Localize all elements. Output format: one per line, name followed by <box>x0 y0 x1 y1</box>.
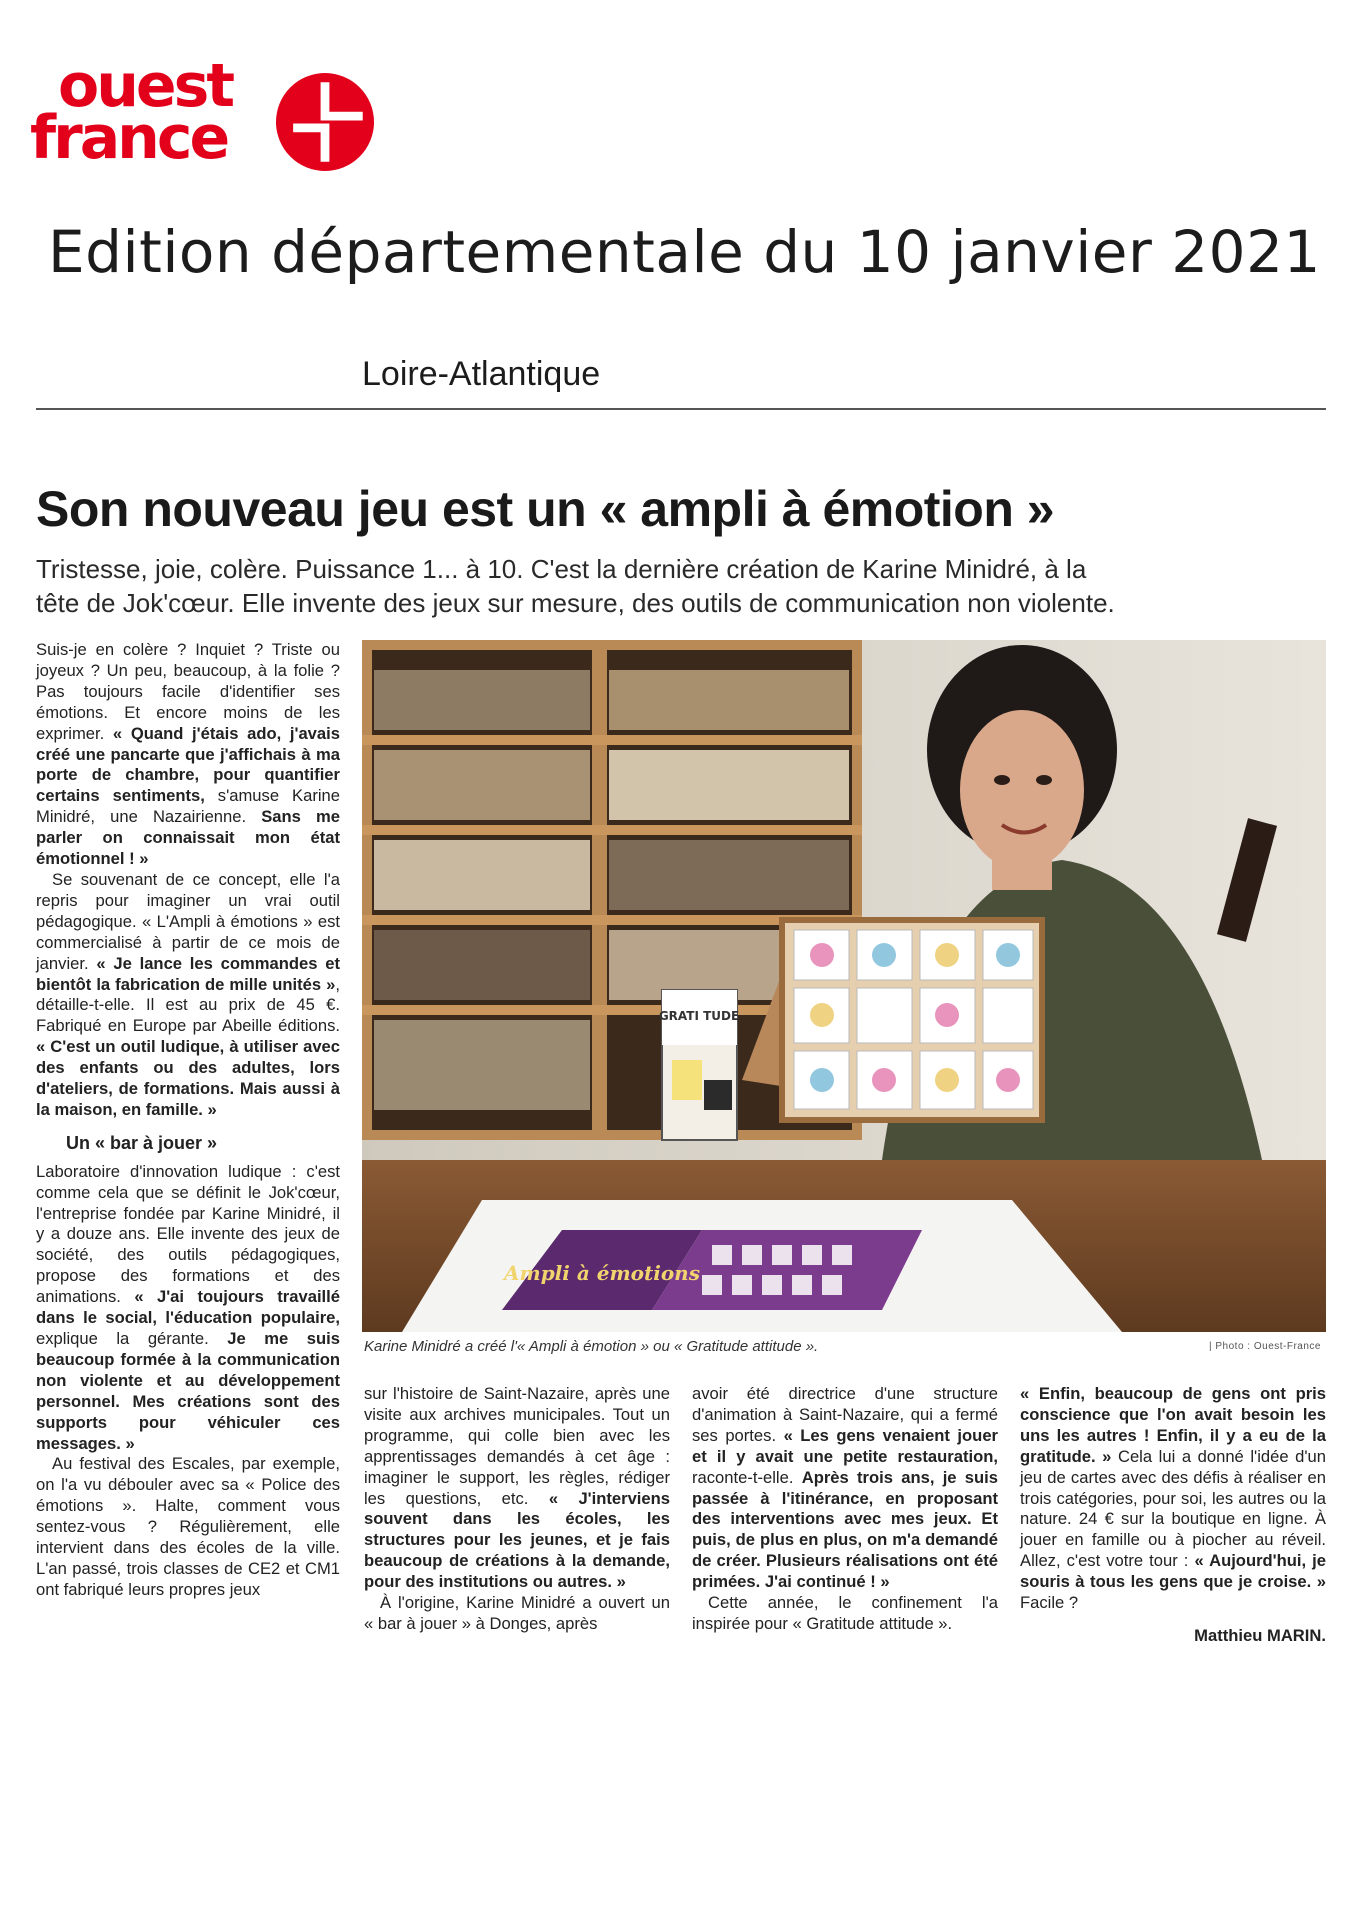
paragraph: Suis-je en colère ? Inquiet ? Triste ou joyeux ? Un peu, beaucoup, à la folie ? Pas toujours facile d'identifier ses émotions. Et encore moins de les exprimer. « Quand j'étais ado, j'avais créé une pancarte que j'affichais à ma porte de chambre, pour quantifier certains sentiments, s'amuse Karine Minidré, une Nazairienne. Sans me parler on connaissait mon état émotionnel ! » <box>36 640 340 869</box>
photo-caption: Karine Minidré a créé l'« Ampli à émotion » ou « Gratitude attitude ». <box>364 1338 819 1355</box>
logo-line-france: france <box>30 103 228 173</box>
gratitude-box-label: GRATI TUDE <box>658 1009 740 1023</box>
paragraph: Laboratoire d'innovation ludique : c'est comme cela que se définit le Jok'cœur, l'entreprise fondée par Karine Minidré, il y a douze ans. Elle invente des jeux de société, des outils pédagogiques, propose des formations et des animations. « J'ai toujours travaillé dans le social, l'éducation populaire, explique la gérante. Je me suis beaucoup formée à la communication non violente et au développement personnel. Mes créations sont des supports pour véhiculer ces messages. » <box>36 1161 341 1453</box>
box-title: Ampli à émotions <box>504 1261 700 1285</box>
photo-illustration <box>362 640 1326 1332</box>
ouest-france-logo <box>30 51 390 180</box>
paragraph: sur l'histoire de Saint-Nazaire, après une visite aux archives municipales. Tout un programme, qui colle bien avec les apprentissages demandés à cet âge : imaginer le support, les règles, rédiger les questions, etc. « J'interviens souvent dans les écoles, les structures pour les jeunes, et je fais beaucoup de créations à la demande, pour des institutions ou autres. » <box>364 1384 671 1592</box>
article-column-4 <box>1020 1384 1326 1647</box>
article-photo <box>362 640 1326 1332</box>
photo-credit: | Photo : Ouest-France <box>1209 1341 1321 1352</box>
card-display-tray <box>742 920 1042 1120</box>
paragraph: avoir été directrice d'une structure d'animation à Saint-Nazaire, qui a fermé ses portes. « Les gens venaient jouer et il y avait une petite restauration, raconte-t-elle. Après trois ans, je suis passée à l'itinérance, en proposant des interventions avec mes jeux. Et puis, de plus en plus, on m'a demandé de créer. Plusieurs réalisations ont été primées. J'ai continué ! » <box>692 1384 998 1592</box>
paragraph: À l'origine, Karine Minidré a ouvert un « bar à jouer » à Donges, après <box>364 1593 670 1633</box>
article-column-3 <box>692 1384 998 1635</box>
article-headline: Son nouveau jeu est un « ampli à émotion » <box>36 481 1055 537</box>
section-divider <box>36 408 1326 410</box>
paragraph: Cette année, le confinement l'a inspirée pour « Gratitude attitude ». <box>692 1593 998 1633</box>
article-column-2 <box>364 1384 670 1635</box>
logo-wordmark <box>30 51 233 173</box>
paragraph: « Enfin, beaucoup de gens ont pris conscience que l'on avait besoin les uns les autres ! Enfin, il y a eu de la gratitude. » Cela lui a donné l'idée d'un jeu de cartes avec des défis à réaliser en trois catégories, pour soi, les autres ou la nature. 24 € sur la boutique en ligne. À jouer en famille ou à piocher au réveil. Allez, c'est votre tour : « Aujourd'hui, je souris à tous les gens que je croise. » Facile ? <box>1020 1384 1326 1613</box>
paragraph: Se souvenant de ce concept, elle l'a repris pour imaginer un vrai outil pédagogique. « L'Ampli à émotions » est commercialisé à partir de ce mois de janvier. « Je lance les commandes et bientôt la fabrication de mille unités », détaille-t-elle. Il est au prix de 45 €. Fabriqué en Europe par Abeille éditions. « C'est un outil ludique, à utiliser avec des enfants ou des adultes, lors d'ateliers, de formations. Mais aussi à la maison, en famille. » <box>36 869 341 1119</box>
logo-line-ouest: ouest <box>58 51 233 121</box>
section-label: Loire-Atlantique <box>362 355 601 393</box>
article-subheading: Un « bar à jouer » <box>66 1132 218 1153</box>
edition-title: Edition départementale du 10 janvier 2021 <box>48 218 1321 286</box>
ampli-emotions-box <box>502 1230 922 1310</box>
gratitude-box <box>659 990 739 1140</box>
article-signature: Matthieu MARIN. <box>1194 1625 1326 1645</box>
article-column-1 <box>36 640 340 1601</box>
logo-circle-icon <box>276 73 374 171</box>
article-standfirst: Tristesse, joie, colère. Puissance 1... à 10. C'est la dernière création de Karine Minidré, à la tête de Jok'cœur. Elle invente des jeux sur mesure, des outils de communication non violente. <box>36 554 1115 618</box>
paragraph: Au festival des Escales, par exemple, on l'a vu débouler avec sa « Police des émotions ». Halte, comment vous sentez-vous ? Régulièrement, elle intervient dans des écoles de la ville. L'an passé, trois classes de CE2 et CM1 ont fabriqué leurs propres jeux <box>36 1454 340 1599</box>
